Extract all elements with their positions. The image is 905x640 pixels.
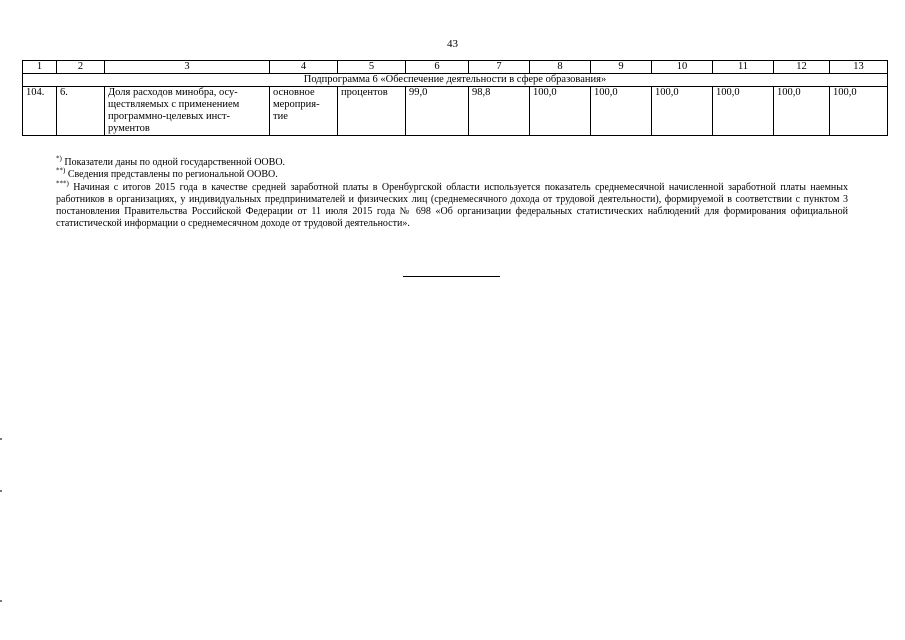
- footnote-text: Сведения представлены по региональной ООВО.: [65, 169, 278, 181]
- header-cell: 4: [270, 61, 338, 74]
- header-row: [23, 61, 888, 74]
- indicator-name-line: программно-целевых инст-: [108, 111, 231, 122]
- header-cell: 8: [530, 61, 591, 74]
- value-cell: 99,0: [406, 87, 469, 136]
- closing-rule: [403, 276, 500, 277]
- value-cell: 100,0: [652, 87, 713, 136]
- indicator-number: 6.: [57, 87, 105, 136]
- header-cell: 1: [23, 61, 57, 74]
- header-cell: 13: [830, 61, 888, 74]
- measure-type: [270, 87, 338, 136]
- indicator-name-line: ществляемых с применением: [108, 99, 240, 110]
- scan-mark: [0, 600, 2, 602]
- footnote-text: Показатели даны по одной государственной ООВО.: [61, 157, 286, 168]
- measure-type-line: основное: [273, 87, 315, 98]
- row-number: 104.: [23, 87, 57, 136]
- value-cell: 100,0: [530, 87, 591, 136]
- scan-mark: [0, 438, 2, 440]
- measure-type-line: мероприя-: [273, 99, 320, 110]
- subprogram-title: Подпрограмма 6 «Обеспечение деятельности в сфере образования»: [23, 74, 888, 87]
- measure-type-line: тие: [273, 111, 288, 122]
- indicator-name-line: Доля расходов минобра, осу-: [108, 87, 238, 98]
- value-cell: 100,0: [713, 87, 774, 136]
- footnote-text: Начиная с итогов 2015 года в качестве средней заработной платы в Оренбургской области используется показатель среднемесячной начисленной заработной платы наемных работников в организациях, у индивидуальных предпринимателей и физических лиц (среднемесячного дохода от трудовой деятельности), формируемой в соответствии с пунктом 3 постановления Правительства Российской Федерации от 11 июля 2015 года № 698 «Об организации федеральных статистических наблюдений для формирования официальной статистической информации о среднемесячном доходе от трудовой деятельности».: [56, 181, 848, 230]
- table-row: [23, 87, 888, 136]
- header-cell: 10: [652, 61, 713, 74]
- subprogram-row: [23, 74, 888, 87]
- page-number: 43: [447, 38, 458, 50]
- value-cell: 100,0: [774, 87, 830, 136]
- header-cell: 3: [105, 61, 270, 74]
- header-cell: 9: [591, 61, 652, 74]
- footnote-mark: *): [56, 154, 62, 163]
- header-cell: 11: [713, 61, 774, 74]
- footnotes: [56, 154, 848, 231]
- footnote: [56, 154, 848, 169]
- unit-cell: процентов: [338, 87, 406, 136]
- header-cell: 7: [469, 61, 530, 74]
- header-cell: 2: [57, 61, 105, 74]
- header-cell: 5: [338, 61, 406, 74]
- header-cell: 12: [774, 61, 830, 74]
- value-cell: 98,8: [469, 87, 530, 136]
- value-cell: 100,0: [830, 87, 888, 136]
- indicator-name: [105, 87, 270, 136]
- scan-mark: [0, 490, 2, 492]
- indicator-name-line: рументов: [108, 123, 150, 134]
- footnote-mark: **): [56, 166, 66, 175]
- footnote: [56, 179, 848, 231]
- indicators-table: [22, 60, 888, 136]
- value-cell: 100,0: [591, 87, 652, 136]
- footnote: [56, 166, 848, 181]
- footnote-mark: ***): [56, 179, 69, 188]
- header-cell: 6: [406, 61, 469, 74]
